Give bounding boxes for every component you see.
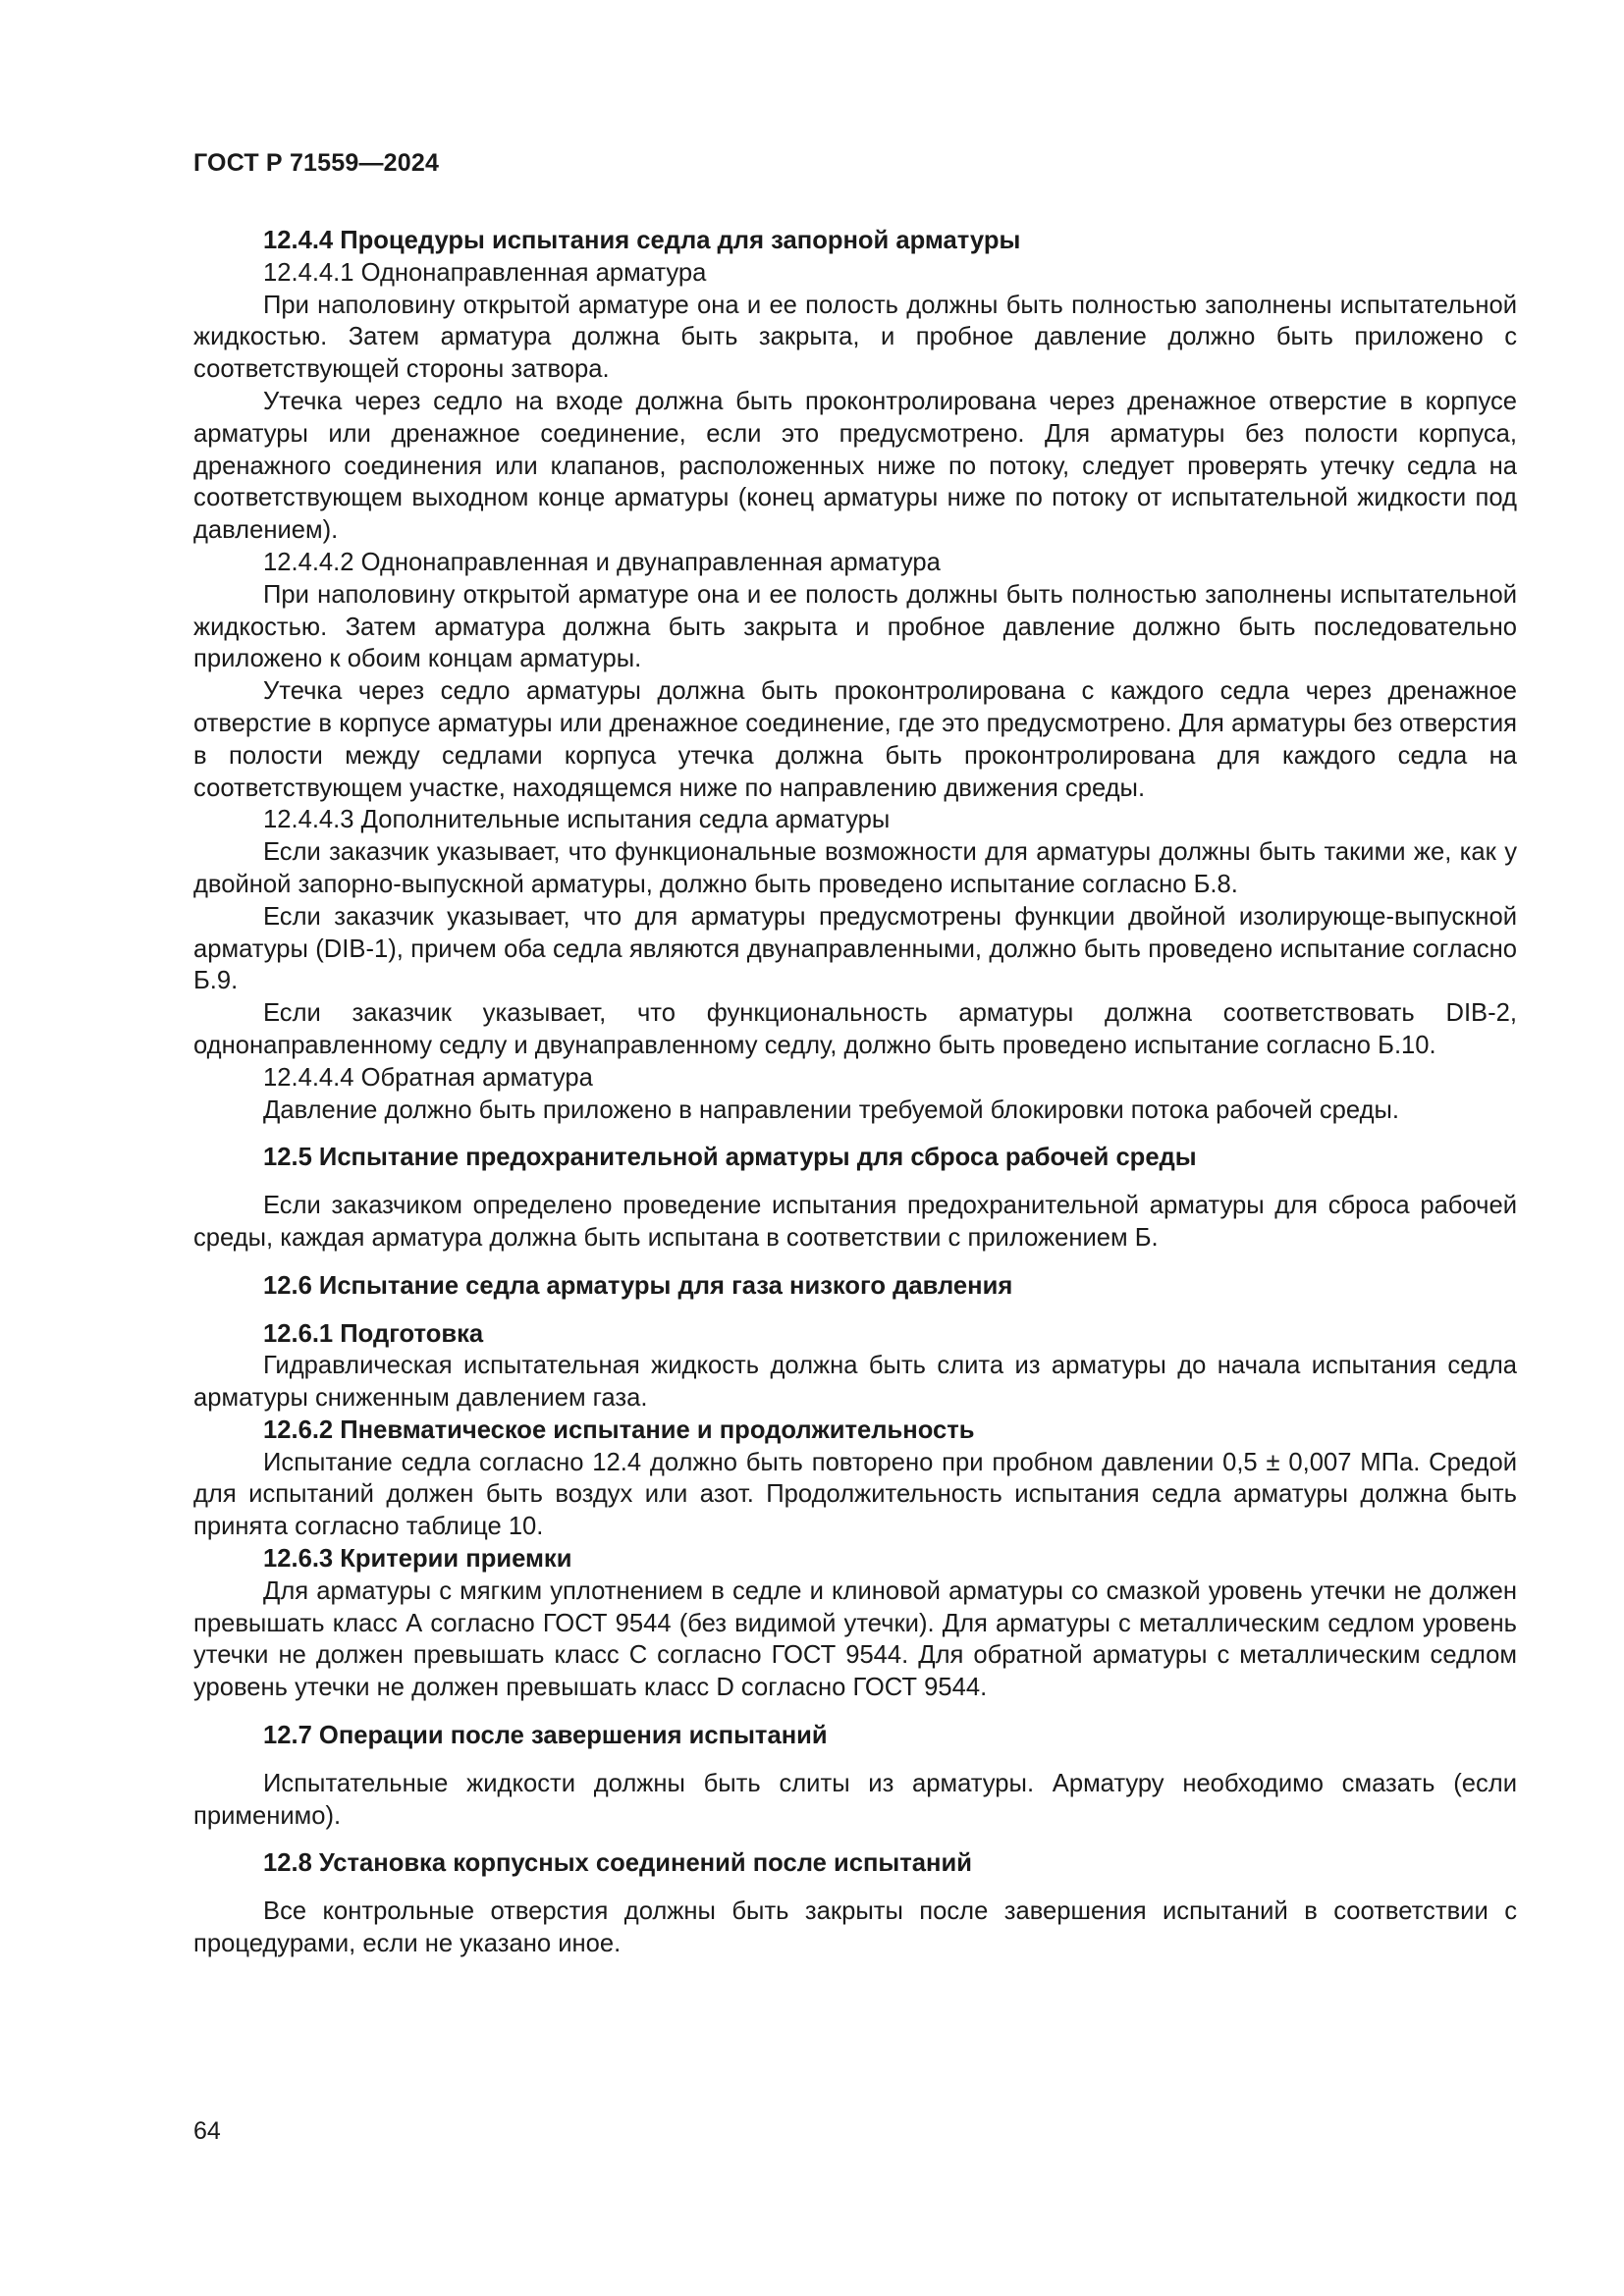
paragraph: Испытательные жидкости должны быть слиты из арматуры. Арматуру необходимо смазать (если применимо). bbox=[193, 1769, 1517, 1830]
paragraph: Испытание седла согласно 12.4 должно быть повторено при пробном давлении 0,5 ± 0,007 МПа. Средой для испытаний должен быть воздух или азот. Продолжительность испытания седла арматуры должна быть принята согласно таблице 10. bbox=[193, 1448, 1517, 1541]
subsection-heading-12-6-1: 12.6.1 Подготовка bbox=[263, 1319, 484, 1348]
paragraph: При наполовину открытой арматуре она и ее полость должны быть полностью заполнены испытательной жидкостью. Затем арматура должна быть закрыта, и пробное давление должно быть приложено с соответствующей стороны затвора. bbox=[193, 291, 1517, 384]
paragraph: Для арматуры с мягким уплотнением в седле и клиновой арматуры со смазкой уровень утечки не должен превышать класс А согласно ГОСТ 9544 (без видимой утечки). Для арматуры с металлическим седлом уровень утечки не должен превышать класс С согласно ГОСТ 9544. Для обратной арматуры с металлическим седлом уровень утечки не должен превышать класс D согласно ГОСТ 9544. bbox=[193, 1576, 1517, 1702]
paragraph: Утечка через седло арматуры должна быть проконтролирована с каждого седла через дренажное отверстие в корпусе арматуры или дренажное соединение, где это предусмотрено. Для арматуры без отверстия в полости между седлами корпуса утечка должна быть проконтролирована для каждого седла на соответствующем участке, находящемся ниже по направлению движения среды. bbox=[193, 677, 1517, 802]
subsection-title-12-4-4-2: 12.4.4.2 Однонаправленная и двунаправленная арматура bbox=[263, 548, 941, 576]
paragraph: Если заказчик указывает, что функциональность арматуры должна соответствовать DIB-2, однонаправленному седлу и двунаправленному седлу, должно быть проведено испытание согласно Б.10. bbox=[193, 999, 1517, 1059]
section-heading-12-7: 12.7 Операции после завершения испытаний bbox=[263, 1722, 828, 1750]
paragraph: Если заказчиком определено проведение испытания предохранительной арматуры для сброса рабочей среды, каждая арматура должна быть испытана в соответствии с приложением Б. bbox=[193, 1192, 1517, 1252]
subsection-heading-12-6-3: 12.6.3 Критерии приемки bbox=[263, 1545, 572, 1574]
section-heading-12-8: 12.8 Установка корпусных соединений после испытаний bbox=[263, 1849, 972, 1878]
subsection-heading-12-6-2: 12.6.2 Пневматическое испытание и продолжительность bbox=[263, 1415, 975, 1444]
paragraph: Если заказчик указывает, что функциональные возможности для арматуры должны быть такими же, как у двойной запорно-выпускной арматуры, должно быть проведено испытание согласно Б.8. bbox=[193, 838, 1517, 898]
subsection-title-12-4-4-3: 12.4.4.3 Дополнительные испытания седла арматуры bbox=[263, 806, 891, 834]
page-header-standard-id: ГОСТ Р 71559—2024 bbox=[193, 149, 440, 177]
section-heading-12-4-4: 12.4.4 Процедуры испытания седла для запорной арматуры bbox=[263, 227, 1021, 254]
paragraph: Утечка через седло на входе должна быть проконтролирована через дренажное отверстие в корпусе арматуры или дренажное соединение, если это предусмотрено. Для арматуры без полости корпуса, дренажного соединения или клапанов, расположенных ниже по потоку, следует проверять утечку седла на соответствующем выходном конце арматуры (конец арматуры ниже по потоку от испытательной жидкости под давлением). bbox=[193, 387, 1517, 545]
paragraph: Все контрольные отверстия должны быть закрыты после завершения испытаний в соответствии с процедурами, если не указано иное. bbox=[193, 1897, 1517, 1958]
subsection-title-12-4-4-4: 12.4.4.4 Обратная арматура bbox=[263, 1063, 593, 1092]
subsection-title-12-4-4-1: 12.4.4.1 Однонаправленная арматура bbox=[263, 258, 707, 287]
section-heading-12-6: 12.6 Испытание седла арматуры для газа низкого давления bbox=[263, 1271, 1013, 1300]
paragraph: Если заказчик указывает, что для арматуры предусмотрены функции двойной изолирующе-выпускной арматуры (DIB-1), причем оба седла являются двунаправленными, должно быть проведено испытание согласно Б.9. bbox=[193, 902, 1517, 995]
paragraph: Давление должно быть приложено в направлении требуемой блокировки потока рабочей среды. bbox=[263, 1095, 1400, 1124]
paragraph: При наполовину открытой арматуре она и ее полость должны быть полностью заполнены испытательной жидкостью. Затем арматура должна быть закрыта и пробное давление должно быть последовательно приложено к обоим концам арматуры. bbox=[193, 580, 1517, 673]
section-heading-12-5: 12.5 Испытание предохранительной арматуры для сброса рабочей среды bbox=[263, 1144, 1197, 1172]
page-number: 64 bbox=[193, 2117, 221, 2145]
document-body bbox=[193, 225, 1517, 1960]
paragraph: Гидравлическая испытательная жидкость должна быть слита из арматуры до начала испытания седла арматуры сниженным давлением газа. bbox=[193, 1352, 1517, 1413]
